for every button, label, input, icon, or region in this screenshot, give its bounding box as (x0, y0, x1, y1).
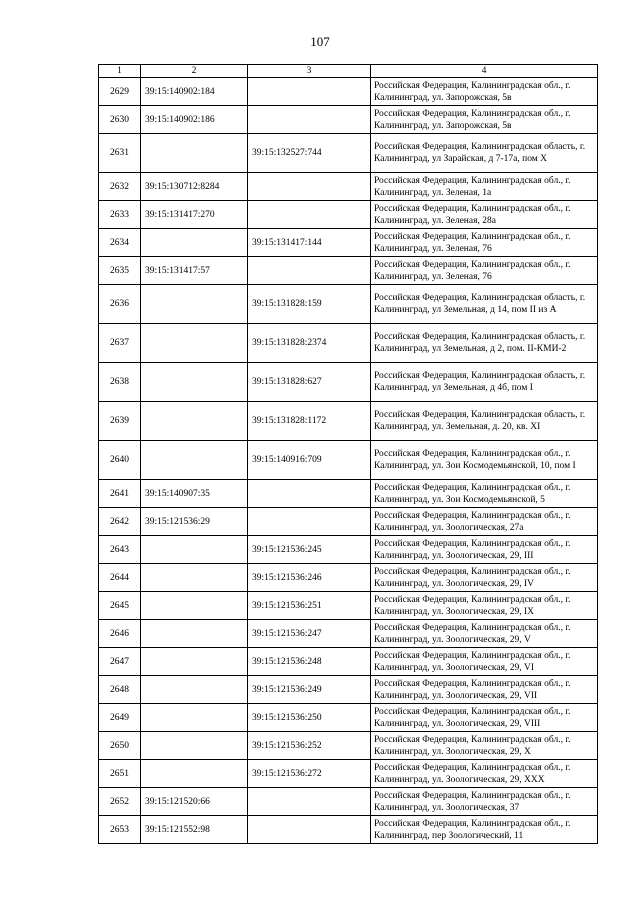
cadastral-number-building: 39:15:121536:245 (248, 536, 371, 564)
row-number: 2644 (99, 564, 141, 592)
address-cell: Российская Федерация, Калининградская область, г. Калининград, ул Земельная, д 14, пом II из А (371, 285, 598, 324)
table-row (99, 704, 598, 732)
address-cell: Российская Федерация, Калининградская обл., г. Калининград, ул. Зоологическая, 29, X (371, 732, 598, 760)
column-header: 3 (248, 65, 371, 78)
table-row (99, 648, 598, 676)
cadastral-number-building: 39:15:121536:250 (248, 704, 371, 732)
cadastral-number-land: 39:15:121536:29 (141, 508, 248, 536)
row-number: 2633 (99, 201, 141, 229)
cadastral-number-land (141, 760, 248, 788)
table-row (99, 363, 598, 402)
address-cell: Российская Федерация, Калининградская обл., г. Калининград, ул. Зеленая, 76 (371, 257, 598, 285)
table-row (99, 78, 598, 106)
cadastral-number-land (141, 676, 248, 704)
table-row (99, 173, 598, 201)
cadastral-number-building: 39:15:131417:144 (248, 229, 371, 257)
address-cell: Российская Федерация, Калининградская обл., г. Калининград, ул. Зои Космодемьянской, 5 (371, 480, 598, 508)
column-header: 4 (371, 65, 598, 78)
row-number: 2630 (99, 106, 141, 134)
cadastral-number-building: 39:15:121536:251 (248, 592, 371, 620)
cadastral-number-land (141, 324, 248, 363)
cadastral-number-land (141, 441, 248, 480)
address-cell: Российская Федерация, Калининградская обл., г. Калининград, пер Зоологический, 11 (371, 816, 598, 844)
address-cell: Российская Федерация, Калининградская область, г. Калининград, ул Земельная, д 4б, пом I (371, 363, 598, 402)
cadastral-number-building: 39:15:121536:272 (248, 760, 371, 788)
table-row (99, 285, 598, 324)
column-header: 2 (141, 65, 248, 78)
address-cell: Российская Федерация, Калининградская область, г. Калининград, ул Зарайская, д 7-17а, пом X (371, 134, 598, 173)
cadastral-number-land: 39:15:140902:186 (141, 106, 248, 134)
table-row (99, 257, 598, 285)
table-row (99, 106, 598, 134)
row-number: 2638 (99, 363, 141, 402)
cadastral-number-land (141, 592, 248, 620)
cadastral-number-building (248, 173, 371, 201)
address-cell: Российская Федерация, Калининградская обл., г. Калининград, ул. Зеленая, 1а (371, 173, 598, 201)
cadastral-number-land (141, 363, 248, 402)
address-cell: Российская Федерация, Калининградская обл., г. Калининград, ул. Зоологическая, 29, VI (371, 648, 598, 676)
row-number: 2634 (99, 229, 141, 257)
cadastral-number-land (141, 564, 248, 592)
cadastral-number-land (141, 229, 248, 257)
row-number: 2635 (99, 257, 141, 285)
cadastral-number-land (141, 536, 248, 564)
row-number: 2645 (99, 592, 141, 620)
cadastral-number-land (141, 732, 248, 760)
cadastral-number-building: 39:15:121536:248 (248, 648, 371, 676)
table-row (99, 134, 598, 173)
cadastral-number-land (141, 620, 248, 648)
row-number: 2650 (99, 732, 141, 760)
cadastral-number-building (248, 201, 371, 229)
table-row (99, 536, 598, 564)
cadastral-number-land (141, 134, 248, 173)
address-cell: Российская Федерация, Калининградская обл., г. Калининград, ул. Зоологическая, 29, III (371, 536, 598, 564)
row-number: 2651 (99, 760, 141, 788)
row-number: 2642 (99, 508, 141, 536)
cadastral-number-building: 39:15:131828:159 (248, 285, 371, 324)
table-row (99, 201, 598, 229)
row-number: 2652 (99, 788, 141, 816)
cadastral-number-land (141, 402, 248, 441)
cadastral-number-building: 39:15:121536:249 (248, 676, 371, 704)
cadastral-number-building (248, 816, 371, 844)
address-cell: Российская Федерация, Калининградская обл., г. Калининград, ул. Зоологическая, 37 (371, 788, 598, 816)
row-number: 2629 (99, 78, 141, 106)
table-body (99, 78, 598, 844)
row-number: 2646 (99, 620, 141, 648)
address-cell: Российская Федерация, Калининградская область, г. Калининград, ул Земельная, д 2, пом. II-КМИ-2 (371, 324, 598, 363)
address-cell: Российская Федерация, Калининградская обл., г. Калининград, ул. Зоологическая, 27а (371, 508, 598, 536)
cadastral-number-land: 39:15:121520:66 (141, 788, 248, 816)
row-number: 2647 (99, 648, 141, 676)
cadastral-number-land: 39:15:140902:184 (141, 78, 248, 106)
cadastral-number-land (141, 285, 248, 324)
table-row (99, 229, 598, 257)
table-row (99, 480, 598, 508)
cadastral-number-building: 39:15:132527:744 (248, 134, 371, 173)
address-cell: Российская Федерация, Калининградская обл., г. Калининград, ул. Зеленая, 76 (371, 229, 598, 257)
cadastral-number-building: 39:15:121536:247 (248, 620, 371, 648)
table-row (99, 592, 598, 620)
table-row (99, 620, 598, 648)
address-cell: Российская Федерация, Калининградская обл., г. Калининград, ул. Зоологическая, 29, VII (371, 676, 598, 704)
cadastral-number-land: 39:15:140907:35 (141, 480, 248, 508)
cadastral-number-land: 39:15:131417:270 (141, 201, 248, 229)
row-number: 2648 (99, 676, 141, 704)
cadastral-number-building: 39:15:131828:1172 (248, 402, 371, 441)
table-row (99, 816, 598, 844)
row-number: 2653 (99, 816, 141, 844)
table-row (99, 402, 598, 441)
cadastral-number-building: 39:15:131828:2374 (248, 324, 371, 363)
address-cell: Российская Федерация, Калининградская обл., г. Калининград, ул. Зоологическая, 29, IX (371, 592, 598, 620)
address-cell: Российская Федерация, Калининградская обл., г. Калининград, ул. Зои Космодемьянской, 10, пом I (371, 441, 598, 480)
cadastral-number-building (248, 78, 371, 106)
cadastral-number-land: 39:15:131417:57 (141, 257, 248, 285)
cadastral-number-building (248, 788, 371, 816)
cadastral-number-building (248, 106, 371, 134)
table-row (99, 508, 598, 536)
row-number: 2637 (99, 324, 141, 363)
row-number: 2639 (99, 402, 141, 441)
cadastral-number-land: 39:15:121552:98 (141, 816, 248, 844)
table-row (99, 788, 598, 816)
table-row (99, 441, 598, 480)
cadastral-number-building (248, 257, 371, 285)
address-cell: Российская Федерация, Калининградская обл., г. Калининград, ул. Зоологическая, 29, IV (371, 564, 598, 592)
page-number: 107 (310, 34, 330, 49)
row-number: 2631 (99, 134, 141, 173)
address-cell: Российская Федерация, Калининградская обл., г. Калининград, ул. Запорожская, 5в (371, 106, 598, 134)
cadastral-number-building: 39:15:140916:709 (248, 441, 371, 480)
address-cell: Российская Федерация, Калининградская обл., г. Калининград, ул. Зеленая, 28а (371, 201, 598, 229)
cadastral-number-land: 39:15:130712:8284 (141, 173, 248, 201)
address-cell: Российская Федерация, Калининградская обл., г. Калининград, ул. Запорожская, 5в (371, 78, 598, 106)
cadastral-number-building: 39:15:121536:246 (248, 564, 371, 592)
row-number: 2640 (99, 441, 141, 480)
row-number: 2641 (99, 480, 141, 508)
cadastral-number-building (248, 508, 371, 536)
row-number: 2643 (99, 536, 141, 564)
cadastral-number-building (248, 480, 371, 508)
register-table (98, 64, 598, 844)
address-cell: Российская Федерация, Калининградская обл., г. Калининград, ул. Зоологическая, 29, XXX (371, 760, 598, 788)
cadastral-number-land (141, 704, 248, 732)
row-number: 2632 (99, 173, 141, 201)
cadastral-number-building: 39:15:121536:252 (248, 732, 371, 760)
table-row (99, 676, 598, 704)
row-number: 2649 (99, 704, 141, 732)
column-header: 1 (99, 65, 141, 78)
table-row (99, 760, 598, 788)
address-cell: Российская Федерация, Калининградская область, г. Калининград, ул. Земельная, д. 20, кв. XI (371, 402, 598, 441)
table-header-row (99, 65, 598, 78)
cadastral-number-land (141, 648, 248, 676)
table-row (99, 564, 598, 592)
row-number: 2636 (99, 285, 141, 324)
address-cell: Российская Федерация, Калининградская обл., г. Калининград, ул. Зоологическая, 29, V (371, 620, 598, 648)
table-row (99, 324, 598, 363)
address-cell: Российская Федерация, Калининградская обл., г. Калининград, ул. Зоологическая, 29, VIII (371, 704, 598, 732)
table-row (99, 732, 598, 760)
cadastral-number-building: 39:15:131828:627 (248, 363, 371, 402)
